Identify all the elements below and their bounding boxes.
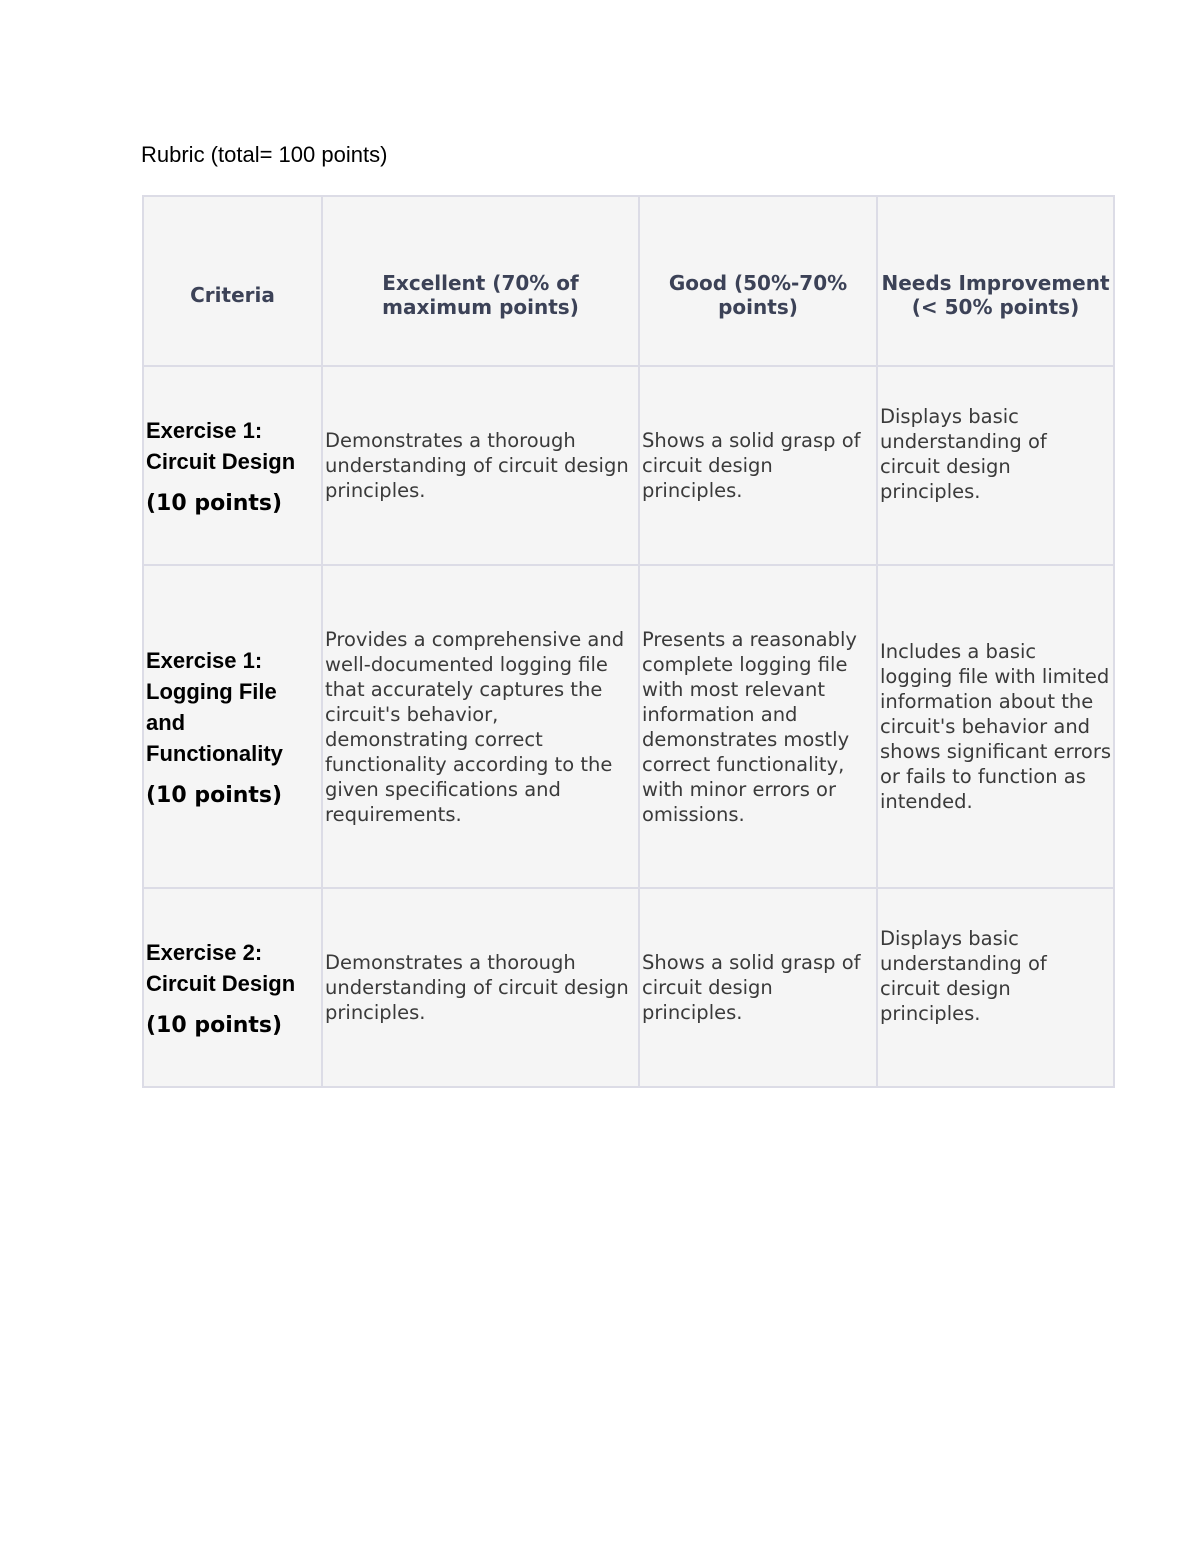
- criteria-name: Exercise 1: Logging File and Functionality: [146, 647, 283, 766]
- criteria-points: (10 points): [146, 490, 283, 516]
- header-excellent: Excellent (70% of maximum points): [322, 196, 639, 366]
- excellent-cell: [322, 366, 639, 565]
- excellent-cell: [322, 565, 639, 888]
- table-header-row: [143, 196, 1114, 366]
- table-row: [143, 565, 1114, 888]
- criteria-cell: [143, 565, 322, 888]
- rubric-table: [142, 195, 1115, 1088]
- excellent-text: Demonstrates a thorough understanding of circuit design principles.: [325, 951, 629, 1024]
- header-good: Good (50%-70% points): [639, 196, 877, 366]
- page-title: Rubric (total= 100 points): [141, 142, 388, 167]
- criteria-cell: [143, 888, 322, 1087]
- header-needs-improvement: Needs Improvement (< 50% points): [877, 196, 1114, 366]
- needs-improvement-text: Displays basic understanding of circuit design principles.: [880, 404, 1047, 503]
- criteria-cell: [143, 366, 322, 565]
- criteria-name: Exercise 2: Circuit Design: [146, 939, 296, 996]
- excellent-text: Demonstrates a thorough understanding of circuit design principles.: [325, 429, 629, 502]
- criteria-points: (10 points): [146, 782, 283, 808]
- header-criteria: Criteria: [143, 196, 322, 366]
- table-row: [143, 366, 1114, 565]
- good-cell: [639, 366, 877, 565]
- good-text: Shows a solid grasp of circuit design principles.: [642, 429, 861, 502]
- table-row: [143, 888, 1114, 1087]
- criteria-name: Exercise 1: Circuit Design: [146, 417, 296, 474]
- needs-improvement-cell: [877, 888, 1114, 1087]
- needs-improvement-text: Includes a basic logging file with limited information about the circuit's behavior and shows significant errors or fails to function as intended.: [880, 640, 1112, 813]
- needs-improvement-text: Displays basic understanding of circuit design principles.: [880, 926, 1047, 1025]
- excellent-cell: [322, 888, 639, 1087]
- good-text: Presents a reasonably complete logging file with most relevant information and demonstrates mostly correct functionality, with minor errors or omissions.: [642, 627, 857, 826]
- needs-improvement-cell: [877, 366, 1114, 565]
- excellent-text: Provides a comprehensive and well-documented logging file that accurately captures the circuit's behavior, demonstrating correct functionality according to the given specifications and requirements.: [325, 627, 625, 826]
- good-text: Shows a solid grasp of circuit design principles.: [642, 951, 861, 1024]
- good-cell: [639, 888, 877, 1087]
- criteria-points: (10 points): [146, 1012, 283, 1038]
- good-cell: [639, 565, 877, 888]
- needs-improvement-cell: [877, 565, 1114, 888]
